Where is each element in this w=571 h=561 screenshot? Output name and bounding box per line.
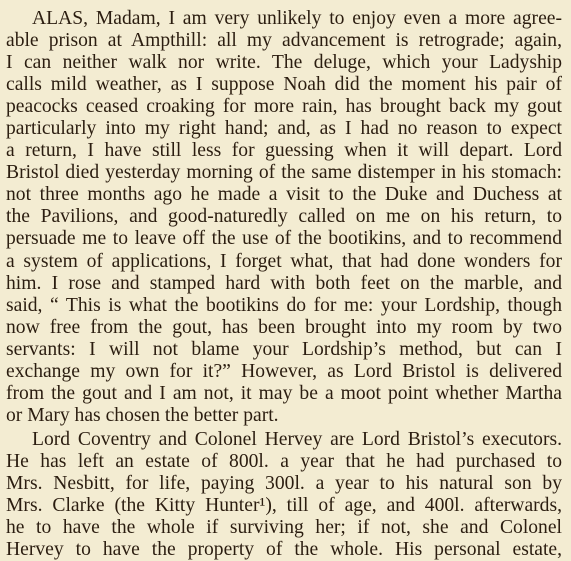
text-line: not three months ago he made a visit to the Duke and Duchess at (6, 184, 562, 206)
text-line: I can neither walk nor write. The deluge, which your Ladyship (6, 52, 562, 74)
text-line: the Pavilions, and good-naturedly called on me on his return, to (6, 206, 562, 228)
text-line: ALAS, Madam, I am very unlikely to enjoy even a more agree- (32, 8, 562, 29)
text-line: calls mild weather, as I suppose Noah did the moment his pair of (6, 74, 562, 96)
text-line: from the gout and I am not, it may be a moot point whether Martha (6, 382, 562, 404)
text-line: him. I rose and stamped hard with both feet on the marble, and (6, 272, 562, 294)
text-line: Bristol died yesterday morning of the same distemper in his stomach: (6, 162, 562, 184)
text-line: Lord Coventry and Colonel Hervey are Lord Bristol’s executors. (32, 428, 562, 450)
text-line: he to have the whole if surviving her; if not, she and Colonel (6, 517, 562, 539)
text-line: Mrs. Clarke (the Kitty Hunter¹), till of age, and 400l. afterwards, (6, 495, 562, 517)
text-line: persuade me to leave off the use of the bootikins, and to recommend (6, 228, 562, 250)
text-line: servants: I will not blame your Lordship’s method, but can I (6, 338, 562, 360)
text-line: Hervey to have the property of the whole. His personal estate, (6, 539, 562, 561)
text-line: able prison at Ampthill: all my advancement is retrograde; again, (6, 30, 562, 52)
text-line: said, “ This is what the bootikins do for me: your Lordship, though (6, 294, 562, 316)
text-line: or Mary has chosen the better part. (6, 404, 279, 426)
text-line: exchange my own for it?” However, as Lord Bristol is delivered (6, 360, 562, 382)
text-line: He has left an estate of 800l. a year that he had purchased to (6, 450, 562, 472)
text-line: particularly into my right hand; and, as I had no reason to expect (6, 118, 562, 140)
text-line: a return, I have still less for guessing when it will depart. Lord (6, 140, 562, 162)
paragraph-2 (6, 429, 562, 561)
text-line: a system of applications, I forget what, that had done wonders for (6, 250, 562, 272)
text-line: Mrs. Nesbitt, for life, paying 300l. a year to his natural son by (6, 472, 562, 494)
text-line: now free from the gout, has been brought into my room by two (6, 316, 562, 338)
paragraph-1 (6, 8, 562, 427)
text-line: peacocks ceased croaking for more rain, has brought back my gout (6, 96, 562, 118)
